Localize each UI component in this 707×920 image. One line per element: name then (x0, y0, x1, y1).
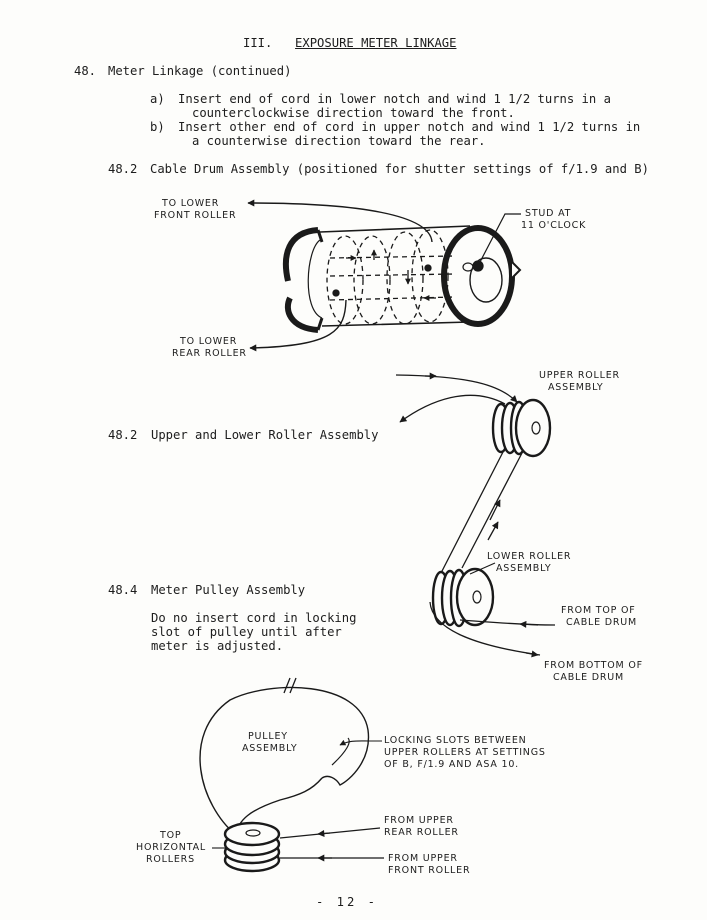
roller-assembly-number: 48.2 (108, 428, 138, 442)
step-b-marker: b) (150, 120, 165, 134)
cable-drum-diagram (248, 203, 521, 348)
drum-stud (473, 261, 483, 271)
pulley-loop (200, 688, 368, 835)
label-top-2: HORIZONTAL (136, 842, 206, 853)
label-lower-roller-1: LOWER ROLLER (487, 551, 572, 562)
item-48-number: 48. (74, 64, 97, 78)
label-locking-2: UPPER ROLLERS AT SETTINGS (384, 747, 546, 758)
label-top-1: TOP (160, 830, 182, 841)
drum-cord-wraps (327, 230, 455, 324)
pulley-top-roller (225, 823, 279, 845)
label-from-upper-rear-1: FROM UPPER (384, 815, 454, 826)
label-from-top-2: CABLE DRUM (566, 617, 638, 628)
label-to-lower-rear-1: TO LOWER (180, 336, 238, 347)
label-from-bottom-2: CABLE DRUM (553, 672, 625, 683)
section-title: EXPOSURE METER LINKAGE (295, 36, 457, 50)
label-from-upper-rear-2: REAR ROLLER (384, 827, 459, 838)
pulley-diagram (200, 678, 384, 871)
step-b-line1: Insert other end of cord in upper notch and wind 1 1/2 turns in (178, 120, 641, 134)
pulley-note-line2: slot of pulley until after (151, 625, 342, 639)
step-a-line1: Insert end of cord in lower notch and wind 1 1/2 turns in a (178, 92, 611, 106)
pulley-title: Meter Pulley Assembly (151, 583, 306, 597)
step-b-line2: a counterwise direction toward the rear. (192, 134, 486, 148)
roller-assembly-title: Upper and Lower Roller Assembly (151, 428, 379, 442)
lower-roller-face (457, 569, 493, 625)
roller-assembly-diagram (396, 375, 555, 655)
label-to-lower-front-2: FRONT ROLLER (154, 210, 237, 221)
locking-leader (340, 741, 382, 745)
upper-roller-face (516, 400, 550, 456)
label-locking-1: LOCKING SLOTS BETWEEN (384, 735, 527, 746)
drum-left-cap (286, 230, 318, 330)
pulley-note-line3: meter is adjusted. (151, 639, 284, 653)
label-pulley-1: PULLEY (248, 731, 288, 742)
cable-drum-number: 48.2 (108, 162, 138, 176)
label-stud-2: 11 O'CLOCK (521, 220, 587, 231)
label-from-bottom-1: FROM BOTTOM OF (544, 660, 643, 671)
step-a-marker: a) (150, 92, 165, 106)
label-from-upper-front-2: FRONT ROLLER (388, 865, 471, 876)
label-to-lower-rear-2: REAR ROLLER (172, 348, 247, 359)
page-number: - 12 - (316, 895, 379, 909)
label-upper-roller-2: ASSEMBLY (548, 382, 604, 393)
label-from-upper-front-1: FROM UPPER (388, 853, 458, 864)
label-lower-roller-2: ASSEMBLY (496, 563, 552, 574)
label-top-3: ROLLERS (146, 854, 195, 865)
label-stud-1: STUD AT (525, 208, 572, 219)
label-upper-roller-1: UPPER ROLLER (539, 370, 620, 381)
item-48-title: Meter Linkage (continued) (108, 64, 292, 78)
section-number: III. (243, 36, 273, 50)
label-from-top-1: FROM TOP OF (561, 605, 636, 616)
pulley-number: 48.4 (108, 583, 138, 597)
label-pulley-2: ASSEMBLY (242, 743, 298, 754)
step-a-line2: counterclockwise direction toward the front. (192, 106, 515, 120)
label-to-lower-front-1: TO LOWER (162, 198, 220, 209)
label-locking-3: OF B, F/1.9 AND ASA 10. (384, 759, 519, 770)
cord-to-front-roller (248, 203, 432, 242)
pulley-note-line1: Do no insert cord in locking (151, 611, 357, 625)
cable-drum-title: Cable Drum Assembly (positioned for shutter settings of f/1.9 and B) (150, 162, 649, 176)
